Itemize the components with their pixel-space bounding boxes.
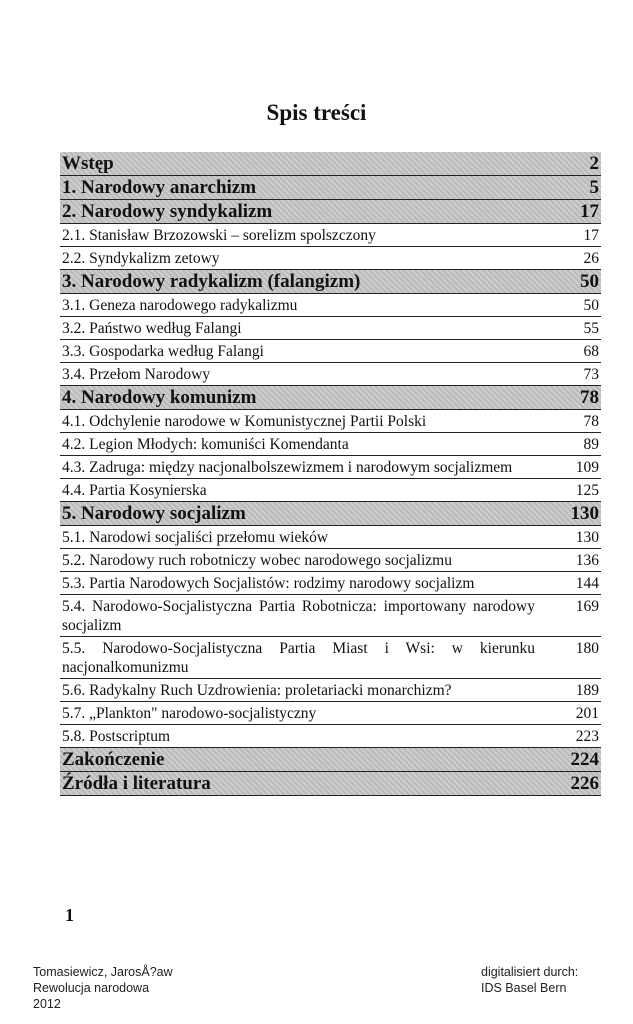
toc-section-row — [60, 433, 601, 456]
toc-entry-page: 125 — [575, 482, 599, 499]
toc-entry-title: 3.2. Państwo według Falangi — [62, 320, 242, 337]
toc-section-row — [60, 549, 601, 572]
toc-entry-title: 1. Narodowy anarchizm — [62, 177, 257, 198]
toc-entry-title: 3.3. Gospodarka według Falangi — [62, 343, 264, 360]
toc-entry-title: 5.2. Narodowy ruch robotniczy wobec narodowego socjalizmu — [62, 552, 452, 569]
toc-chapter-row — [60, 748, 601, 772]
toc-chapter-row — [60, 176, 601, 200]
toc-section-row — [60, 317, 601, 340]
footer-right — [481, 964, 578, 996]
toc-chapter-row — [60, 200, 601, 224]
toc-section-row — [60, 725, 601, 748]
toc-entry-title: 2.1. Stanisław Brzozowski – sorelizm spolszczony — [62, 227, 376, 244]
toc-section-row — [60, 456, 601, 479]
toc-entry-page: 50 — [583, 297, 599, 314]
toc-entry-page: 89 — [583, 436, 599, 453]
footer-digitizer: IDS Basel Bern — [481, 981, 567, 995]
toc-entry-title: 5.8. Postscriptum — [62, 728, 171, 745]
toc-entry-title: 3.1. Geneza narodowego radykalizmu — [62, 297, 298, 314]
toc-chapter-row — [60, 152, 601, 176]
toc-entry-page: 130 — [570, 503, 599, 524]
toc-entry-title: Źródła i literatura — [62, 773, 211, 794]
page-number: 1 — [65, 905, 74, 925]
toc-entry-page: 136 — [575, 552, 599, 569]
page-title: Spis treści — [266, 100, 367, 125]
toc-entry-page: 169 — [575, 598, 599, 615]
toc-entry-title: 4.1. Odchylenie narodowe w Komunistycznej Partii Polski — [62, 413, 427, 430]
toc-section-row — [60, 247, 601, 270]
toc-section-row — [60, 679, 601, 702]
toc-entry-title: 4.3. Zadruga: między nacjonalbolszewizmem i narodowym socjalizmem — [62, 459, 513, 476]
toc-entry-page: 78 — [583, 413, 599, 430]
toc-entry-title: 5.4. Narodowo-Socjalistyczna Partia Robotnicza: importowany narodowy socjalizm — [62, 598, 535, 634]
toc-entry-title: 5. Narodowy socjalizm — [62, 503, 246, 524]
toc-entry-title: 3. Narodowy radykalizm (falangizm) — [62, 271, 361, 292]
toc-entry-page: 78 — [580, 387, 599, 408]
toc-section-row — [60, 410, 601, 433]
toc-chapter-row — [60, 502, 601, 526]
toc-entry-page: 223 — [575, 728, 599, 745]
toc-entry-title: 4. Narodowy komunizm — [62, 387, 257, 408]
toc-entry-page: 144 — [575, 575, 599, 592]
toc-section-row — [60, 702, 601, 725]
toc-section-row — [60, 340, 601, 363]
toc-entry-title: 5.3. Partia Narodowych Socjalistów: rodzimy narodowy socjalizm — [62, 575, 475, 592]
toc-entry-title: 5.7. „Plankton" narodowo-socjalistyczny — [62, 705, 317, 722]
toc-section-row — [60, 294, 601, 317]
footer-left — [33, 964, 173, 1012]
footer-author: Tomasiewicz, JarosÅ?aw — [33, 965, 173, 979]
toc-section-row — [60, 479, 601, 502]
toc-entry-title: 5.1. Narodowi socjaliści przełomu wieków — [62, 529, 329, 546]
toc-section-row — [60, 363, 601, 386]
toc-entry-title: Zakończenie — [62, 749, 165, 770]
footer-digitized-label: digitalisiert durch: — [481, 965, 579, 979]
toc-entry-title: 5.5. Narodowo-Socjalistyczna Partia Miast i Wsi: w kierunku nacjonalkomunizmu — [62, 640, 535, 676]
toc-entry-title: 4.2. Legion Młodych: komuniści Komendanta — [62, 436, 349, 453]
toc-chapter-row — [60, 386, 601, 410]
toc-entry-page: 73 — [583, 366, 599, 383]
toc-entry-page: 68 — [583, 343, 599, 360]
toc-entry-title: 2.2. Syndykalizm zetowy — [62, 250, 220, 267]
toc-entry-page: 201 — [575, 705, 599, 722]
toc-entry-title: 5.6. Radykalny Ruch Uzdrowienia: proletariacki monarchizm? — [62, 682, 452, 699]
toc-section-row — [60, 572, 601, 595]
toc-entry-page: 2 — [589, 153, 599, 174]
footer-year: 2012 — [33, 997, 61, 1011]
toc-section-row — [60, 595, 601, 637]
table-of-contents — [60, 152, 601, 796]
toc-entry-page: 226 — [570, 773, 599, 794]
toc-chapter-row — [60, 270, 601, 294]
toc-entry-title: 4.4. Partia Kosynierska — [62, 482, 207, 499]
toc-entry-page: 130 — [575, 529, 599, 546]
toc-entry-page: 17 — [580, 201, 599, 222]
toc-section-row — [60, 224, 601, 247]
toc-entry-title: Wstęp — [62, 153, 114, 174]
toc-entry-page: 50 — [580, 271, 599, 292]
toc-entry-page: 5 — [589, 177, 599, 198]
toc-entry-page: 17 — [583, 227, 599, 244]
toc-entry-page: 180 — [575, 640, 599, 657]
toc-entry-page: 224 — [570, 749, 599, 770]
toc-entry-page: 109 — [575, 459, 599, 476]
footer-book-title: Rewolucja narodowa — [33, 981, 150, 995]
toc-entry-page: 189 — [575, 682, 599, 699]
toc-section-row — [60, 637, 601, 679]
toc-section-row — [60, 526, 601, 549]
toc-chapter-row — [60, 772, 601, 796]
toc-entry-page: 55 — [583, 320, 599, 337]
toc-entry-title: 2. Narodowy syndykalizm — [62, 201, 273, 222]
toc-entry-page: 26 — [583, 250, 599, 267]
toc-entry-title: 3.4. Przełom Narodowy — [62, 366, 211, 383]
